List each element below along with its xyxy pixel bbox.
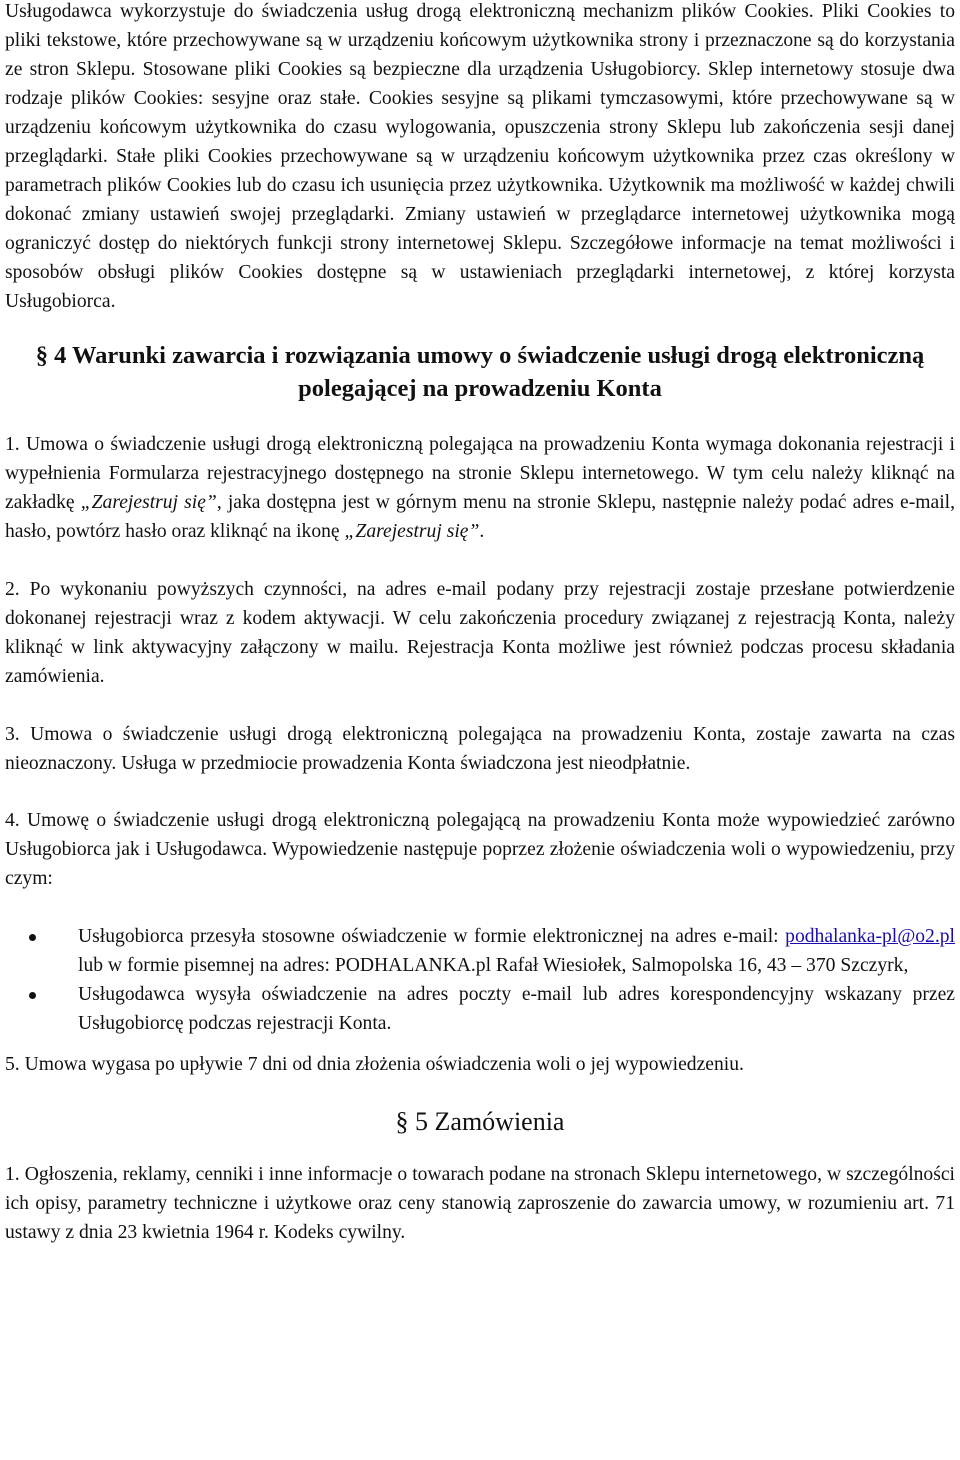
section-4-heading: § 4 Warunki zawarcia i rozwiązania umowy o świadczenie usługi drogą elektroniczną polegającej na prowadzeniu Konta	[35, 342, 925, 402]
paragraph-text: 1. Umowa o świadczenie usługi drogą elektroniczną polegająca na prowadzeniu Konta wymaga dokonania rejestracji i wypełnienia Formularza rejestracyjnego dostępnego na stronie Sklepu internetowego. W tym celu należy kliknąć na zakładkę	[5, 434, 955, 513]
register-tab-reference: „Zarejestruj się”	[80, 492, 217, 513]
section-5-heading: § 5 Zamówienia	[395, 1107, 565, 1136]
termination-list	[5, 922, 955, 1038]
cookies-paragraph: Usługodawca wykorzystuje do świadczenia usług drogą elektroniczną mechanizm plików Cookies. Pliki Cookies to pliki tekstowe, które przechowywane są w urządzeniu końcowym użytkownika strony i przeznaczone są do korzystania ze stron Sklepu. Stosowane pliki Cookies są bezpieczne dla urządzenia Usługobiorcy. Sklep internetowy stosuje dwa rodzaje plików Cookies: sesyjne oraz stałe. Cookies sesyjne są plikami tymczasowymi, które przechowywane są w urządzeniu końcowym użytkownika do czasu wylogowania, opuszczenia strony Sklepu lub zakończenia sesji danej przeglądarki. Stałe pliki Cookies przechowywane są w urządzeniu końcowym użytkownika przez czas określony w parametrach plików Cookies lub do czasu ich usunięcia przez użytkownika. Użytkownik ma możliwość w każdej chwili dokonać zmiany ustawień swojej przeglądarki. Zmiany ustawień w przeglądarce internetowej użytkownika mogą ograniczyć dostęp do niektórych funkcji strony internetowej Sklepu. Szczegółowe informacje na temat możliwości i sposobów obsługi plików Cookies dostępne są w ustawieniach przeglądarki internetowej, z której korzysta Usługobiorca.	[5, 1, 955, 312]
list-item	[78, 922, 955, 980]
paragraph-text: .	[479, 521, 485, 542]
section-4-paragraph-2: 2. Po wykonaniu powyższych czynności, na adres e-mail podany przy rejestracji zostaje przesłane potwierdzenie dokonanej rejestracji wraz z kodem aktywacji. W celu zakończenia procedury związanej z rejestracją Konta, należy kliknąć w link aktywacyjny załączony w mailu. Rejestracja Konta możliwe jest również podczas procesu składania zamówienia.	[5, 579, 955, 687]
section-4-paragraph-1	[5, 430, 955, 546]
email-link[interactable]: podhalanka-pl@o2.pl	[785, 926, 955, 947]
section-5-paragraph-1: 1. Ogłoszenia, reklamy, cenniki i inne informacje o towarach podane na stronach Sklepu internetowego, w szczególności ich opisy, parametry techniczne i użytkowe oraz ceny stanowią zaproszenie do zawarcia umowy, w rozumieniu art. 71 ustawy z dnia 23 kwietnia 1964 r. Kodeks cywilny.	[5, 1164, 955, 1243]
list-item-text: Usługobiorca przesyła stosowne oświadczenie w formie elektronicznej na adres e-mail:	[78, 926, 786, 947]
list-item: Usługodawca wysyła oświadczenie na adres poczty e-mail lub adres korespondencyjny wskazany przez Usługobiorcę podczas rejestracji Konta.	[78, 980, 955, 1038]
list-item-text: lub w formie pisemnej na adres: PODHALANKA.pl Rafał Wiesiołek, Salmopolska 16, 43 – 370 Szczyrk,	[78, 955, 909, 976]
section-4-paragraph-5: 5. Umowa wygasa po upływie 7 dni od dnia złożenia oświadczenia woli o jej wypowiedzeniu.	[5, 1054, 744, 1075]
section-4-paragraph-3: 3. Umowa o świadczenie usługi drogą elektroniczną polegająca na prowadzeniu Konta, zostaje zawarta na czas nieoznaczony. Usługa w przedmiocie prowadzenia Konta świadczona jest nieodpłatnie.	[5, 724, 955, 774]
register-icon-reference: „Zarejestruj się”	[344, 521, 480, 542]
paragraph-text: , jaka dostępna jest w górnym menu na stronie Sklepu, następnie należy podać adres e-mail, hasło, powtórz hasło oraz kliknąć na ikonę	[5, 492, 955, 542]
section-4-paragraph-4: 4. Umowę o świadczenie usługi drogą elektroniczną polegającą na prowadzeniu Konta może wypowiedzieć zarówno Usługobiorca jak i Usługodawca. Wypowiedzenie następuje poprzez złożenie oświadczenia woli o wypowiedzeniu, przy czym:	[5, 810, 955, 889]
